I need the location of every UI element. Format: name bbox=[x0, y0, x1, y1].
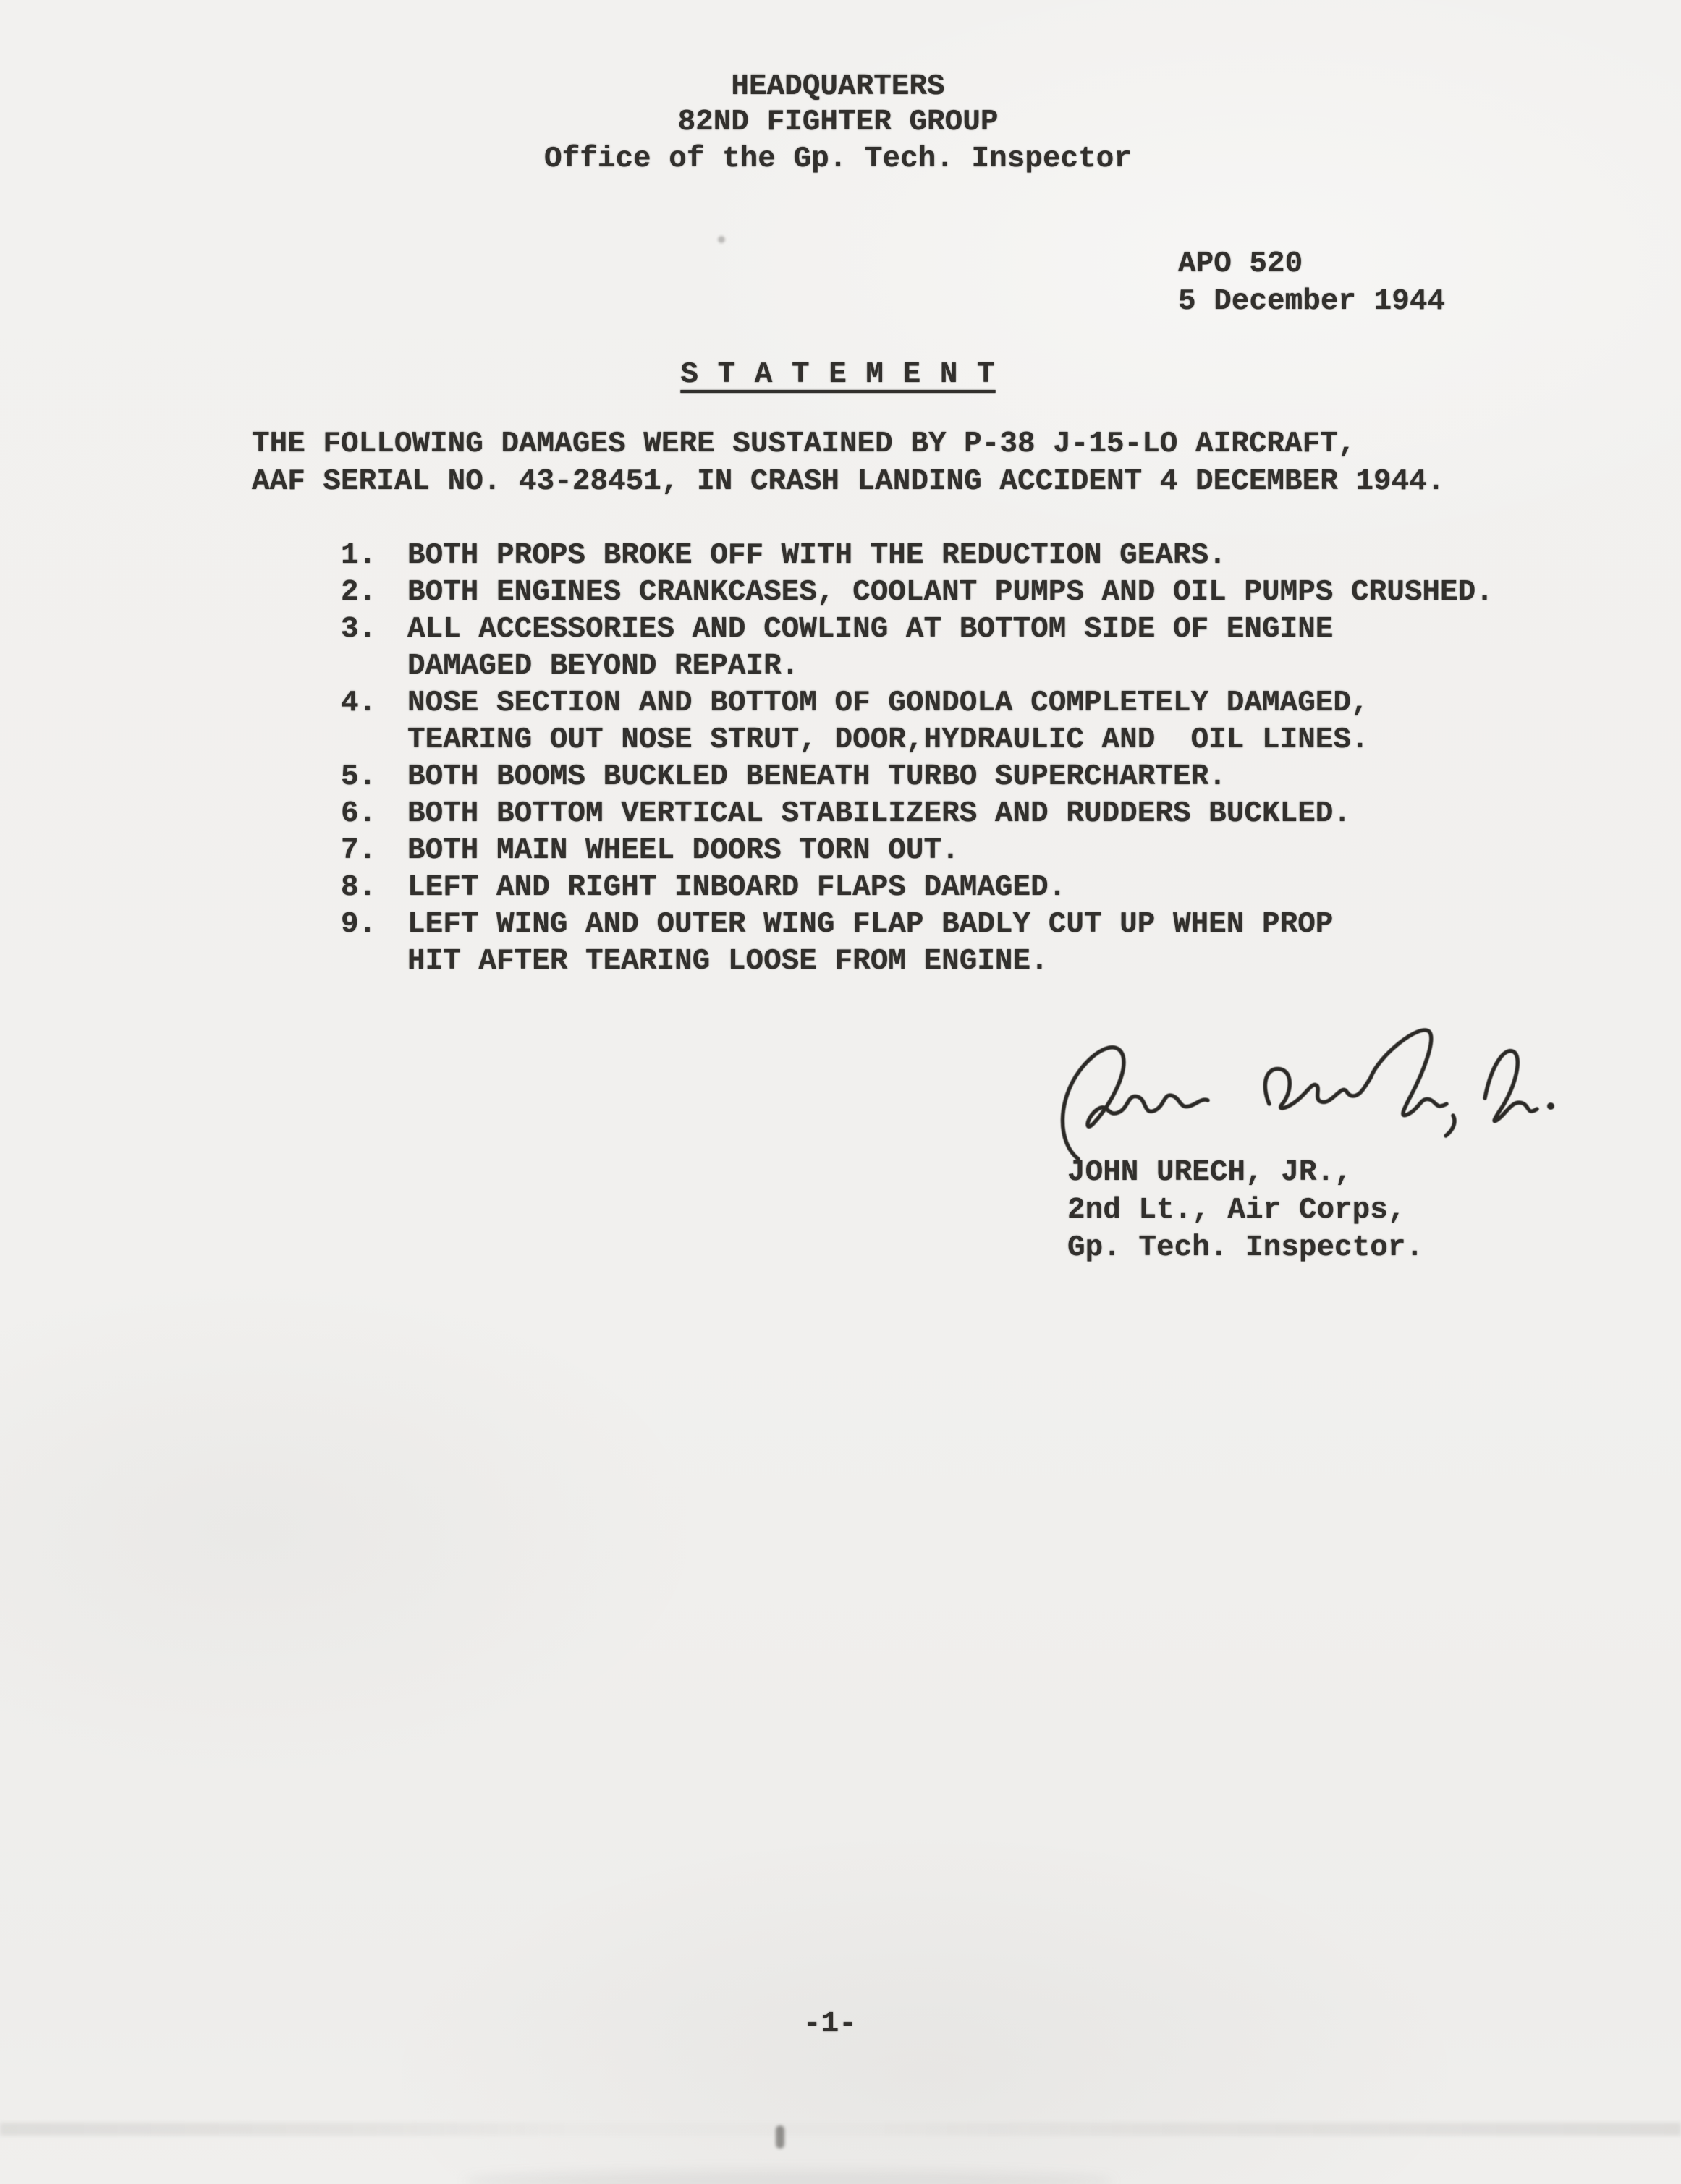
date-line: 5 December 1944 bbox=[1178, 285, 1446, 318]
letterhead-line-1: HEADQUARTERS bbox=[731, 70, 945, 103]
letterhead-line-2: 82ND FIGHTER GROUP bbox=[677, 106, 999, 139]
item-7-number: 7. bbox=[341, 834, 377, 867]
item-4-text-wrap: TEARING OUT NOSE STRUT, DOOR,HYDRAULIC AND OIL LINES. bbox=[407, 723, 1369, 757]
item-3-number: 3. bbox=[341, 613, 377, 646]
item-6-text: BOTH BOTTOM VERTICAL STABILIZERS AND RUDDERS BUCKLED. bbox=[407, 797, 1352, 830]
item-2-number: 2. bbox=[341, 576, 377, 609]
item-8-text: LEFT AND RIGHT INBOARD FLAPS DAMAGED. bbox=[407, 871, 1067, 904]
apo-line: APO 520 bbox=[1178, 247, 1303, 281]
item-9-text: LEFT WING AND OUTER WING FLAP BADLY CUT UP WHEN PROP bbox=[407, 908, 1334, 941]
letterhead-line-3: Office of the Gp. Tech. Inspector bbox=[544, 143, 1132, 176]
item-5-number: 5. bbox=[341, 760, 377, 794]
item-6-number: 6. bbox=[341, 797, 377, 830]
statement-title: S T A T E M E N T bbox=[680, 358, 996, 391]
signature-typed-rank: 2nd Lt., Air Corps, bbox=[1067, 1194, 1406, 1227]
item-3-text-wrap: DAMAGED BEYOND REPAIR. bbox=[407, 650, 800, 683]
item-1-number: 1. bbox=[341, 539, 377, 572]
signature-typed-name: JOHN URECH, JR., bbox=[1067, 1156, 1352, 1189]
intro-line-1: THE FOLLOWING DAMAGES WERE SUSTAINED BY P-38 J-15-LO AIRCRAFT, bbox=[252, 428, 1356, 461]
scan-edge-band bbox=[0, 2123, 1681, 2136]
item-9-text-wrap: HIT AFTER TEARING LOOSE FROM ENGINE. bbox=[407, 945, 1049, 978]
item-7-text: BOTH MAIN WHEEL DOORS TORN OUT. bbox=[407, 834, 960, 867]
item-4-text: NOSE SECTION AND BOTTOM OF GONDOLA COMPLETELY DAMAGED, bbox=[407, 687, 1369, 720]
item-3-text: ALL ACCESSORIES AND COWLING AT BOTTOM SIDE OF ENGINE bbox=[407, 613, 1334, 646]
scan-artifact-dot bbox=[718, 236, 725, 243]
page-number: -1- bbox=[803, 2007, 857, 2041]
signature-handwriting bbox=[1051, 1021, 1557, 1166]
scan-bottom-smudge bbox=[463, 2170, 1114, 2184]
scan-tick-mark bbox=[776, 2125, 784, 2149]
item-2-text: BOTH ENGINES CRANKCASES, COOLANT PUMPS AND OIL PUMPS CRUSHED. bbox=[407, 576, 1494, 609]
signature-typed-title: Gp. Tech. Inspector. bbox=[1067, 1231, 1424, 1265]
item-4-number: 4. bbox=[341, 687, 377, 720]
item-1-text: BOTH PROPS BROKE OFF WITH THE REDUCTION GEARS. bbox=[407, 539, 1227, 572]
item-9-number: 9. bbox=[341, 908, 377, 941]
item-8-number: 8. bbox=[341, 871, 377, 904]
intro-line-2: AAF SERIAL NO. 43-28451, IN CRASH LANDING ACCIDENT 4 DECEMBER 1944. bbox=[252, 465, 1445, 498]
item-5-text: BOTH BOOMS BUCKLED BENEATH TURBO SUPERCHARTER. bbox=[407, 760, 1227, 794]
